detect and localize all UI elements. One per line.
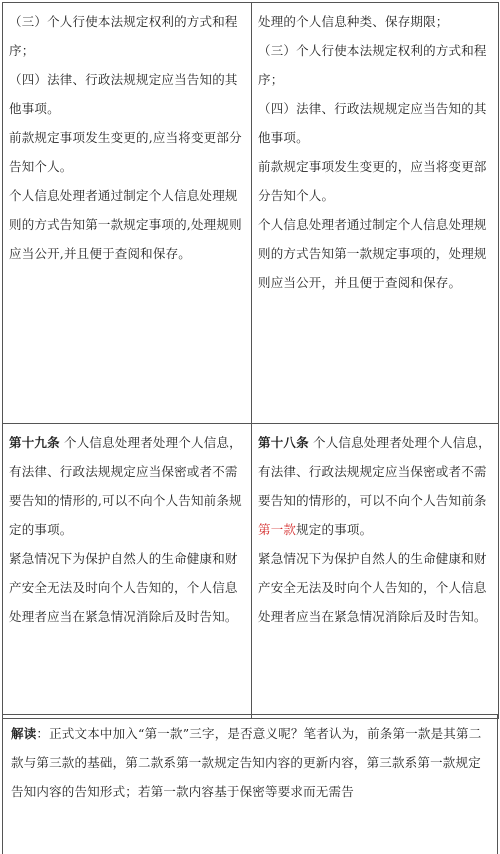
right-cell-bottom (252, 424, 499, 719)
paragraph: （四）法律、行政法规规定应当告知的其他事项。 (258, 101, 487, 145)
paragraph: 前款规定事项发生变更的，应当将变更部分告知个人。 (258, 159, 487, 203)
paragraph: 个人信息处理者通过制定个人信息处理规则的方式告知第一款规定事项的，处理规则应当公开，并且便于查阅和保存。 (258, 217, 487, 290)
table-row (3, 3, 499, 424)
table-row (3, 424, 499, 719)
paragraph: 前款规定事项发生变更的,应当将变更部分告知个人。 (9, 130, 242, 174)
paragraph: （三）个人行使本法规定权利的方式和程序； (258, 43, 487, 87)
article-paragraph (258, 428, 492, 544)
paragraph: 紧急情况下为保护自然人的生命健康和财产安全无法及时向个人告知的，个人信息处理者应当在紧急情况消除后及时告知。 (258, 551, 487, 624)
left-cell-bottom (3, 424, 252, 719)
article-label: 第十八条 (258, 435, 309, 450)
article-label: 第十九条 (9, 435, 60, 450)
article-paragraph (9, 428, 245, 544)
article-text: 个人信息处理者处理个人信息，有法律、行政法规规定应当保密或者不需要告知的情形的,可以不向个人告知前条规定的事项。 (9, 435, 242, 537)
paragraph: （三）个人行使本法规定权利的方式和程序； (9, 14, 238, 58)
article-text: 规定的事项。 (296, 522, 373, 537)
article-text: 个人信息处理者处理个人信息，有法律、行政法规规定应当保密或者不需要告知的情形的，可以不向个人告知前条 (258, 435, 491, 508)
left-cell-top (3, 3, 252, 424)
paragraph: 个人信息处理者通过制定个人信息处理规则的方式告知第一款规定事项的,处理规则应当公开,并且便于查阅和保存。 (9, 188, 242, 261)
right-cell-top (252, 3, 499, 424)
paragraph: 处理的个人信息种类、保存期限； (258, 14, 449, 29)
interpretation-box (2, 714, 498, 854)
highlighted-text: 第一款 (258, 522, 297, 537)
paragraph: 紧急情况下为保护自然人的生命健康和财产安全无法及时向个人告知的，个人信息处理者应当在紧急情况消除后及时告知。 (9, 551, 238, 624)
interpretation-paragraph (11, 719, 489, 806)
paragraph: （四）法律、行政法规规定应当告知的其他事项。 (9, 72, 238, 116)
comparison-table (2, 2, 499, 719)
interpretation-label: 解读 (11, 726, 37, 741)
interpretation-text: ：正式文本中加入“第一款”三字，是否意义呢？笔者认为，前条第一款是其第二款与第三款的基础，第二款系第一款规定告知内容的更新内容，第三款系第一款规定告知内容的告知形式；若第一款内容基于保密等要求而无需告 (11, 726, 482, 799)
